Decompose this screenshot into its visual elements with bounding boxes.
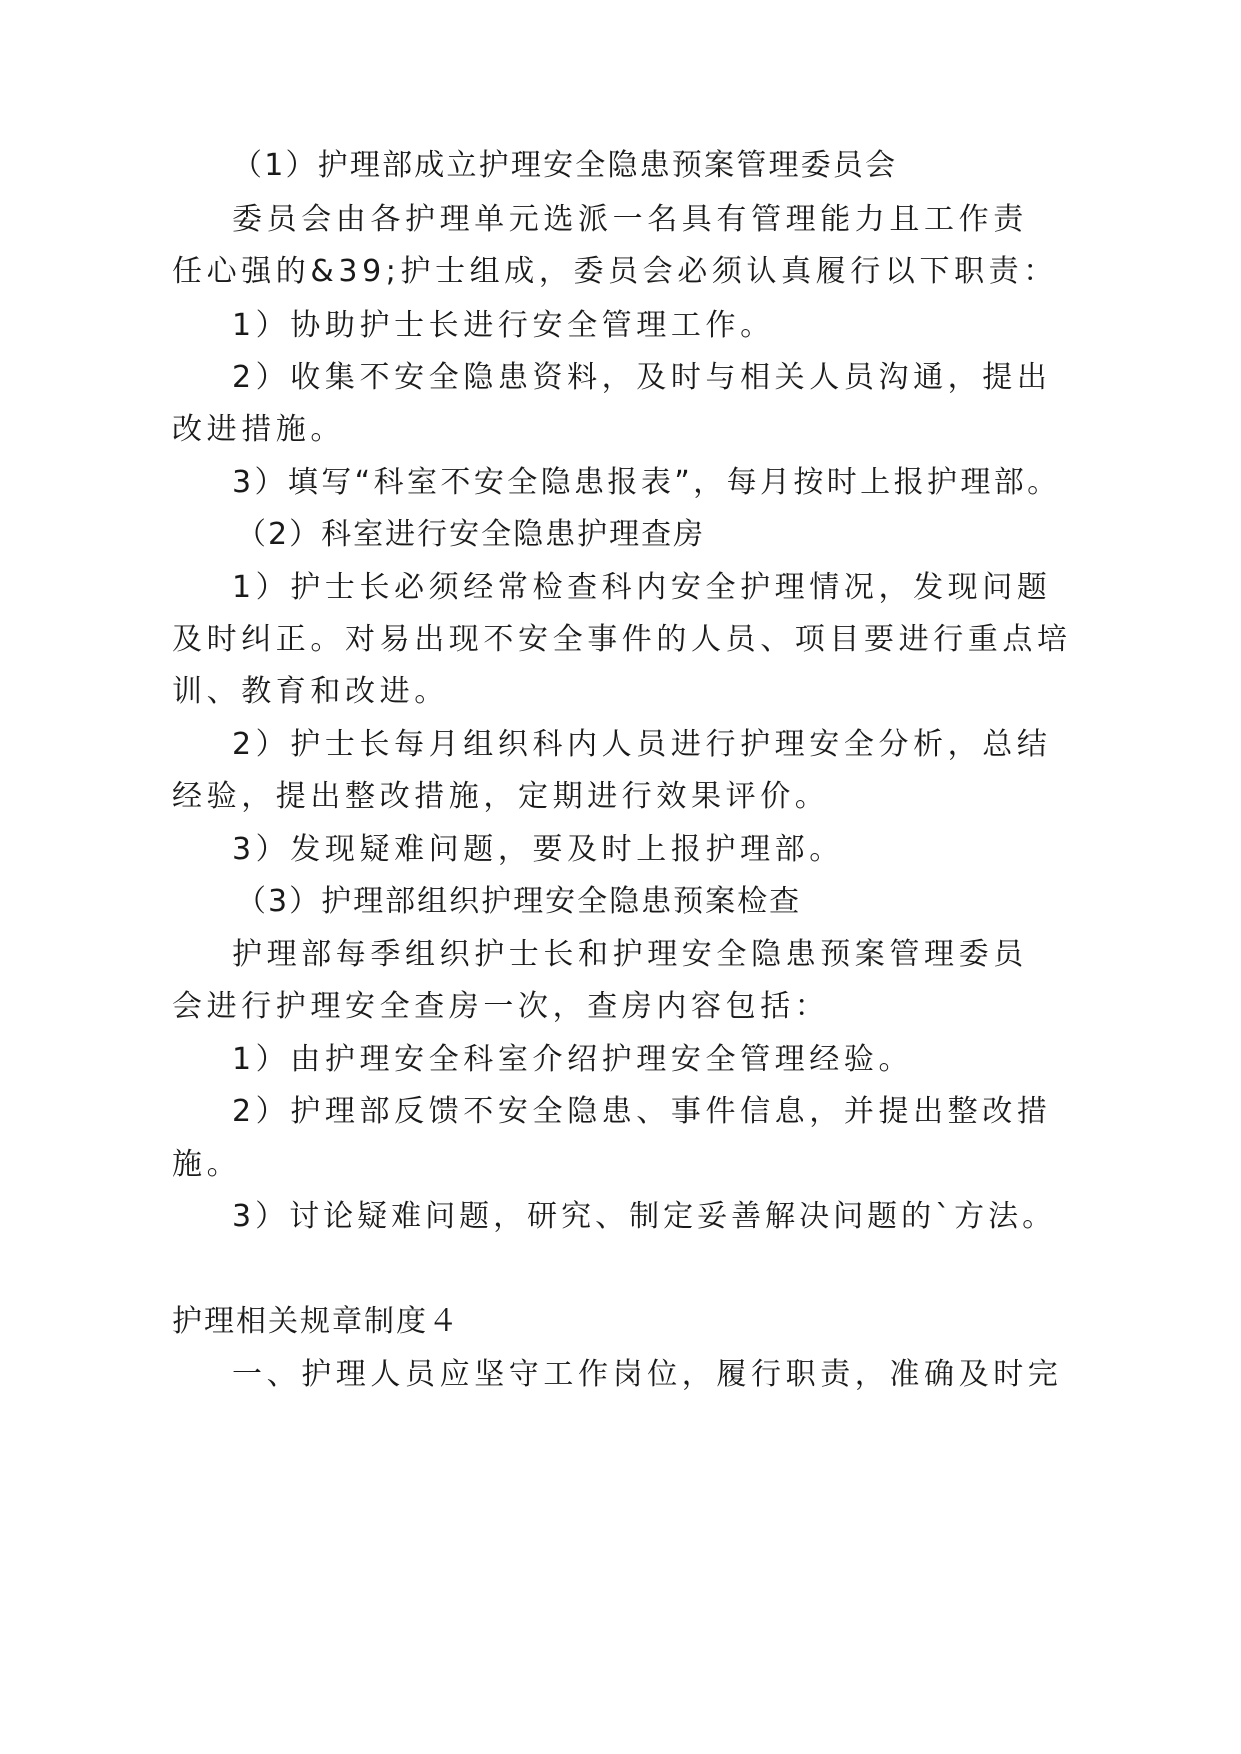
paragraph-line: 及时纠正。对易出现不安全事件的人员、项目要进行重点培 <box>172 622 1072 657</box>
sub-heading-2: （2）科室进行安全隐患护理查房 <box>236 517 706 552</box>
sub-heading-1: （1）护理部成立护理安全隐患预案管理委员会 <box>232 148 898 183</box>
paragraph-line: 施。 <box>172 1147 242 1182</box>
list-item: 1）协助护士长进行安全管理工作。 <box>232 308 775 343</box>
paragraph-line: 一、护理人员应坚守工作岗位，履行职责，准确及时完 <box>232 1357 1063 1392</box>
list-item: 2）收集不安全隐患资料，及时与相关人员沟通，提出 <box>232 360 1052 395</box>
list-item: 2）护理部反馈不安全隐患、事件信息，并提出整改措 <box>232 1094 1052 1129</box>
paragraph-line: 经验，提出整改措施，定期进行效果评价。 <box>172 779 830 814</box>
section-title: 护理相关规章制度４ <box>172 1304 460 1339</box>
paragraph-line: 任心强的&39;护士组成，委员会必须认真履行以下职责： <box>172 254 1058 289</box>
sub-heading-3: （3）护理部组织护理安全隐患预案检查 <box>236 884 802 919</box>
paragraph-line: 改进措施。 <box>172 412 345 447</box>
list-item: 3）发现疑难问题，要及时上报护理部。 <box>232 832 844 867</box>
paragraph-line: 训、教育和改进。 <box>172 674 449 709</box>
list-item: 1）由护理安全科室介绍护理安全管理经验。 <box>232 1042 914 1077</box>
list-item: 3）讨论疑难问题，研究、制定妥善解决问题的`方法。 <box>232 1199 1057 1234</box>
list-item: 2）护士长每月组织科内人员进行护理安全分析，总结 <box>232 727 1052 762</box>
paragraph-line: 护理部每季组织护士长和护理安全隐患预案管理委员 <box>232 937 1028 972</box>
paragraph-line: 会进行护理安全查房一次，查房内容包括： <box>172 989 830 1024</box>
list-item: 3）填写“科室不安全隐患报表”，每月按时上报护理部。 <box>232 465 1061 500</box>
paragraph-line: 委员会由各护理单元选派一名具有管理能力且工作责 <box>232 202 1028 237</box>
list-item: 1）护士长必须经常检查科内安全护理情况，发现问题 <box>232 570 1052 605</box>
